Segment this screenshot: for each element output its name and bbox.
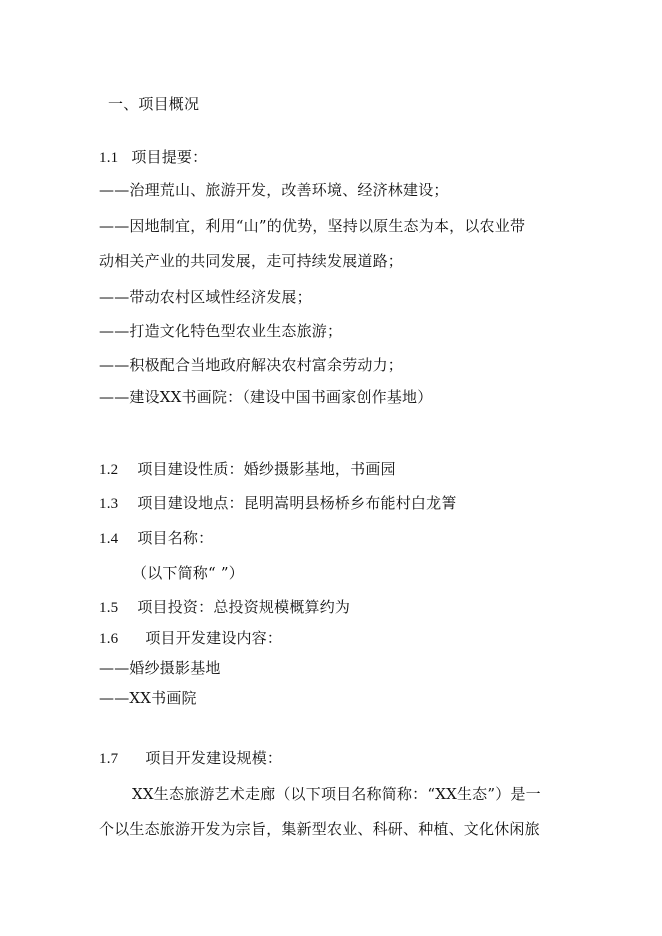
bullet-item: ——积极配合当地政府解决农村富余劳动力； (99, 356, 404, 374)
section-heading: 一、项目概况 (108, 95, 200, 113)
section-text: 项目投资：总投资规模概算约为 (137, 598, 351, 616)
bullet-item: ——因地制宜，利用“山”的优势，坚持以原生态为本，以农业带 (99, 217, 526, 235)
section-1-5 (99, 597, 350, 618)
section-1-3 (99, 493, 457, 514)
section-1-2 (99, 459, 396, 480)
section-text: 项目开发建设内容： (145, 629, 283, 647)
list-item: ——婚纱摄影基地 (99, 659, 221, 677)
section-number: 1.7 (99, 751, 119, 767)
bullet-item: ——带动农村区域性经济发展； (99, 288, 312, 306)
section-1-7 (99, 748, 282, 769)
paragraph-line: XX生态旅游艺术走廊（以下项目名称简称：“XX生态”）是一 (132, 785, 541, 803)
list-item: ——XX书画院 (99, 689, 197, 707)
section-number: 1.1 (99, 150, 119, 166)
section-1-6 (99, 628, 282, 649)
section-text: 项目开发建设规模： (145, 749, 283, 767)
section-text: 项目名称： (137, 529, 214, 547)
section-number: 1.4 (99, 531, 119, 547)
bullet-item: ——打造文化特色型农业生态旅游； (99, 322, 343, 340)
section-number: 1.3 (99, 496, 119, 512)
section-1-4 (99, 528, 213, 549)
section-number: 1.6 (99, 631, 119, 647)
section-1-1 (99, 147, 207, 168)
bullet-item: ——治理荒山、旅游开发，改善环境、经济林建设； (99, 181, 449, 199)
paragraph-line: 个以生态旅游开发为宗旨，集新型农业、科研、种植、文化休闲旅 (99, 820, 540, 838)
section-title: 项目提要： (131, 148, 208, 166)
section-text: 项目建设地点：昆明嵩明县杨桥乡布能村白龙箐 (137, 494, 457, 512)
bullet-item: ——建设XX书画院：（建设中国书画家创作基地） (99, 388, 433, 406)
section-number: 1.5 (99, 600, 119, 616)
bullet-continuation: 动相关产业的共同发展，走可持续发展道路； (99, 252, 404, 270)
section-1-4-note: （以下简称“ ”） (132, 564, 244, 582)
section-text: 项目建设性质：婚纱摄影基地，书画园 (137, 460, 396, 478)
section-number: 1.2 (99, 462, 119, 478)
